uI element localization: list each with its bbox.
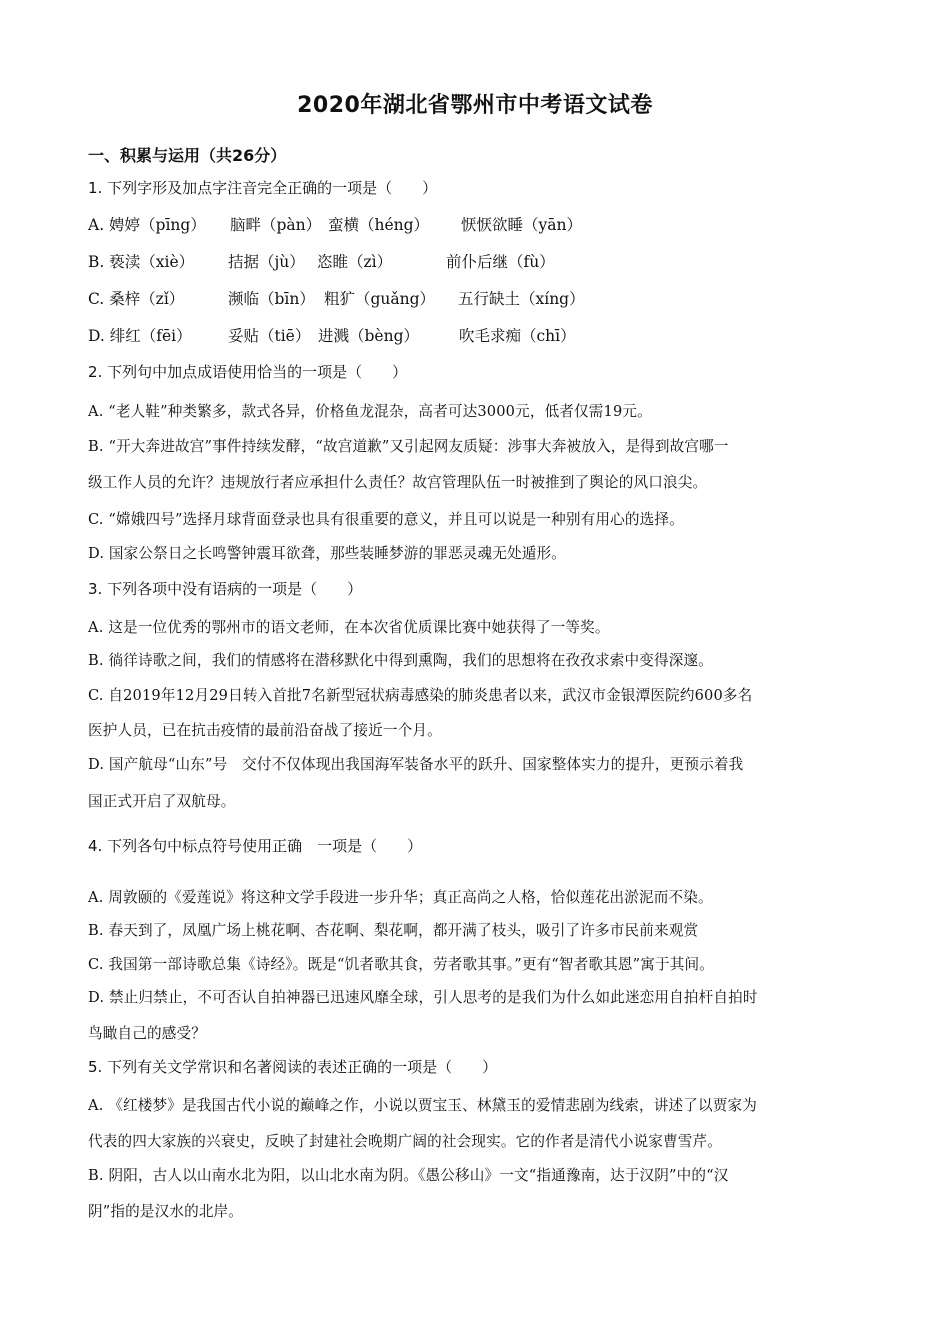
q2-option-c: C. “嫦娥四号”选择月球背面登录也具有很重要的意义，并且可以说是一种别有用心的选择。 [88,511,684,528]
q4-option-c: C. 我国第一部诗歌总集《诗经》。既是“饥者歌其食，劳者歌其事。”更有“智者歌其恩”寓于其间。 [88,956,714,973]
q1-c-3: 粗犷（guǎng） [324,290,436,308]
q1-option-b [88,250,868,272]
q1-a-4: 恹恹欲睡（yān） [461,216,582,234]
q2-option-b-cont: 级工作人员的允许？违规放行者应承担什么责任？故宫管理队伍一时被推到了舆论的风口浪尖。 [88,474,708,491]
q1-b-3: 恣睢（zì） [317,253,393,271]
page-title: 2020年湖北省鄂州市中考语文试卷 [297,93,653,118]
q1-a-3: 蛮横（héng） [328,216,430,234]
q3-option-b: B. 徜徉诗歌之间，我们的情感将在潜移默化中得到熏陶，我们的思想将在孜孜求索中变得深邃。 [88,652,713,669]
q3-option-d: D. 国产航母“山东”号 交付不仅体现出我国海军装备水平的跃升、国家整体实力的提升，更预示着我 [88,756,744,773]
q1-d-4: 吹毛求痴（chī） [459,327,576,345]
q1-b-4: 前仆后继（fù） [446,253,555,271]
q1-d-1: D. 绯红（fēi） [88,327,192,345]
q1-option-a [88,213,868,235]
q1-d-2: 妥贴（tiē） [228,327,311,345]
q1-b-2: 拮据（jù） [228,253,305,271]
section-heading: 一、积累与运用（共26分） [88,146,287,165]
q1-c-1: C. 桑梓（zǐ） [88,290,185,308]
q3-option-a: A. 这是一位优秀的鄂州市的语文老师，在本次省优质课比赛中她获得了一等奖。 [88,619,610,636]
q4-option-d: D. 禁止归禁止，不可否认自拍神器已迅速风靡全球，引人思考的是我们为什么如此迷恋用自拍杆自拍时 [88,989,758,1006]
q5-option-b: B. 阴阳，古人以山南水北为阳，以山北水南为阴。《愚公移山》一文“指通豫南，达于汉阴”中的“汉 [88,1167,729,1184]
question-2-stem: 2. 下列句中加点成语使用恰当的一项是（ ） [88,363,408,381]
question-3-stem: 3. 下列各项中没有语病的一项是（ ） [88,580,363,598]
question-5-stem: 5. 下列有关文学常识和名著阅读的表述正确的一项是（ ） [88,1058,498,1076]
q2-option-d: D. 国家公祭日之长鸣警钟震耳欲聋，那些装睡梦游的罪恶灵魂无处遁形。 [88,545,566,562]
q1-a-1: A. 娉婷（pīng） [88,216,206,234]
q4-option-b: B. 春天到了，凤凰广场上桃花啊、杏花啊、梨花啊，都开满了枝头，吸引了许多市民前来观赏 [88,922,699,939]
q4-option-d-cont: 鸟瞰自己的感受？ [88,1025,206,1042]
q1-a-2: 脑畔（pàn） [230,216,322,234]
question-1-stem: 1. 下列字形及加点字注音完全正确的一项是（ ） [88,179,438,197]
q1-c-2: 濒临（bīn） [228,290,315,308]
question-4-stem: 4. 下列各句中标点符号使用正确 一项是（ ） [88,837,423,855]
q3-option-d-cont: 国正式开启了双航母。 [88,793,236,810]
q4-option-a: A. 周敦颐的《爱莲说》将这种文学手段进一步升华；真正高尚之人格，恰似莲花出淤泥而不染。 [88,889,713,906]
q1-option-d [88,324,868,346]
q1-d-3: 进溅（bèng） [318,327,420,345]
q3-option-c-cont: 医护人员，已在抗击疫情的最前沿奋战了接近一个月。 [88,722,442,739]
q1-option-c [88,287,868,309]
q2-option-a: A. “老人鞋”种类繁多，款式各异，价格鱼龙混杂，高者可达3000元，低者仅需19元。 [88,403,652,420]
q5-option-b-cont: 阴”指的是汉水的北岸。 [88,1203,244,1220]
q3-option-c: C. 自2019年12月29日转入首批7名新型冠状病毒感染的肺炎患者以来，武汉市金银潭医院约600多名 [88,687,753,704]
q1-b-1: B. 亵渎（xiè） [88,253,195,271]
q5-option-a-cont: 代表的四大家族的兴衰史，反映了封建社会晚期广阔的社会现实。它的作者是清代小说家曹雪芹。 [88,1133,722,1150]
q1-c-4: 五行缺土（xíng） [458,290,585,308]
q5-option-a: A. 《红楼梦》是我国古代小说的巅峰之作，小说以贾宝玉、林黛玉的爱情悲剧为线索，讲述了以贾家为 [88,1097,757,1114]
q2-option-b: B. “开大奔进故宫”事件持续发酵，“故宫道歉”又引起网友质疑：涉事大奔被放入，是得到故宫哪一 [88,438,729,455]
